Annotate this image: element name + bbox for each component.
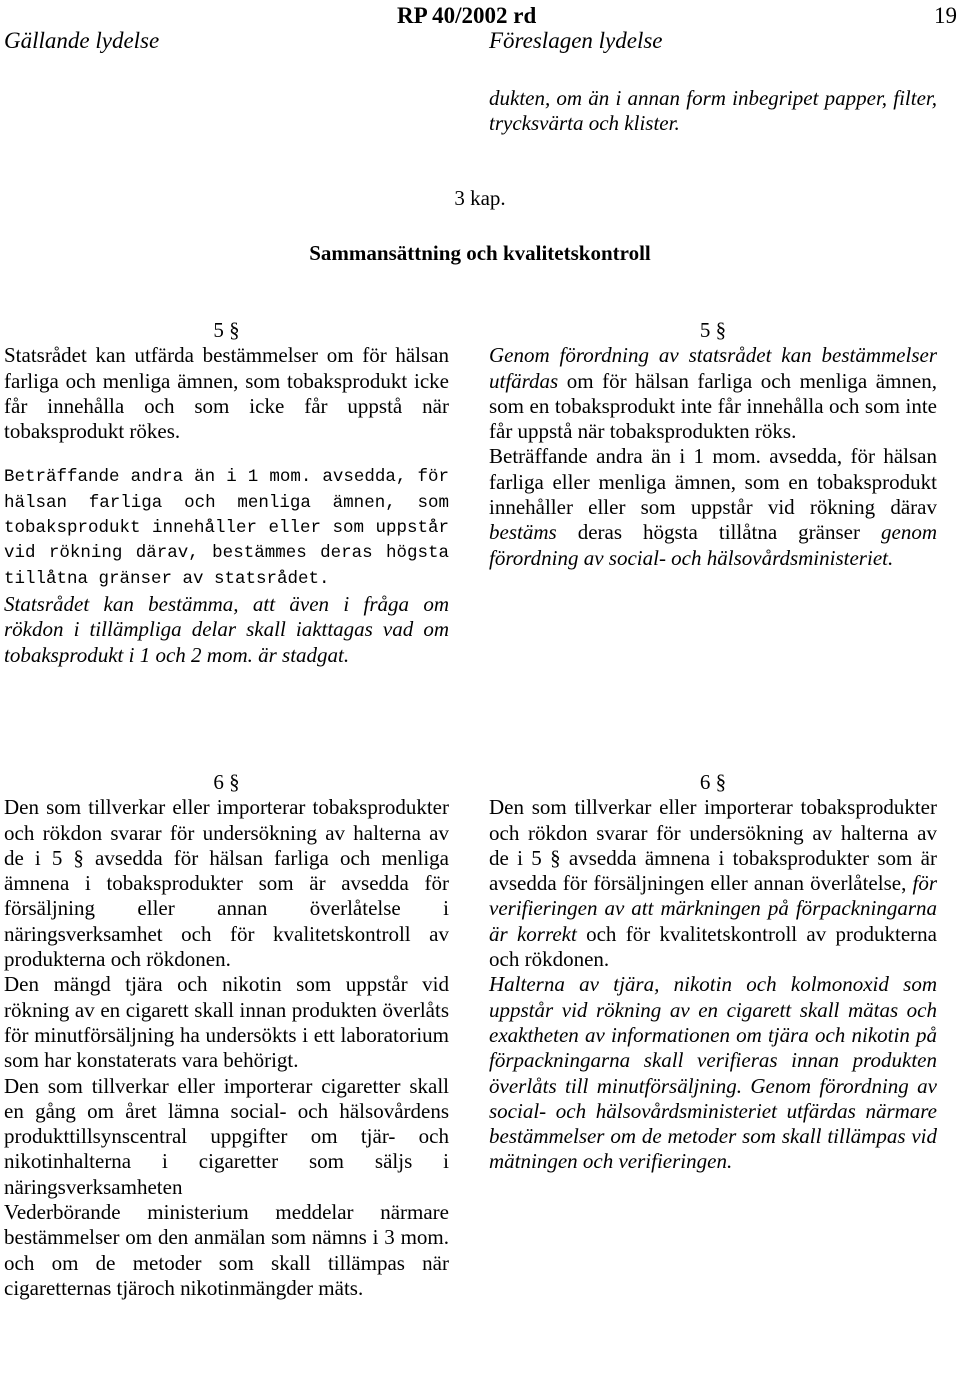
paragraph: Den som tillverkar eller importerar cigaretter skall en gång om året lämna social- och hälsovårdens produkttillsynscentral uppgifter om tjär- och nikotinhalterna i cigaretter som säljs i näringsverksamheten [4, 1073, 449, 1199]
continuation-text: dukten, om än i annan form inbegripet papper, filter, trycksvärta och klister. [489, 86, 937, 136]
text: och för kvalitetskontroll av produkterna och rökdonen. [489, 921, 937, 972]
text: om för hälsan farliga och menliga ämnen, som en tobaksprodukt inte får innehålla och som inte får uppstå när tobaksprodukten röks. [489, 368, 937, 444]
chapter-number: 3 kap. [454, 186, 506, 210]
paragraph: Vederbörande ministerium meddelar närmare bestämmelser om den anmälan som nämns i 3 mom. och om de metoder som skall tillämpas när cigaretternas tjäroch nikotinmängder mäts. [4, 1200, 449, 1300]
italic-text: genom förordning av social- och hälsovårdsministeriet. [489, 520, 937, 570]
paragraph: Beträffande andra än i 1 mom. avsedda, för hälsan farliga och menliga ämnen, som tobaksprodukt innehåller eller som uppstår vid rökning därav, bestämmes deras högsta tillåtna gränser av statsrådet. [4, 467, 449, 589]
italic-text: bestäms [489, 520, 557, 545]
section-heading: 6 § [699, 770, 727, 794]
section-heading: 5 § [699, 318, 727, 342]
text: deras högsta tillåtna gränser [556, 520, 881, 545]
paragraph: Halterna av tjära, nikotin och kolmonoxid som uppstår vid rökning av en cigarett skall mätas och exaktheten av informationen om tjära och nikotin på förpackningarna skall verifieras innan produkten överlåts till minutförsäljning. Genom förordning av social- och hälsovårdsministeriet utfärdas närmare bestämmelser om de metoder som skall tillämpas vid mätningen och verifieringen. [489, 972, 937, 1174]
section-heading: 6 § [213, 770, 240, 794]
paragraph: Statsrådet kan bestämma, att även i fråga om rökdon i tillämpliga delar skall iakttagas vad om tobaksprodukt i 1 och 2 mom. är stadgat. [4, 591, 449, 667]
chapter-title: Sammansättning och kvalitetskontroll [309, 241, 651, 265]
section-6-current [4, 770, 449, 1301]
text: Den som tillverkar eller importerar tobaksprodukter och rökdon svarar för undersökning av halterna av de i 5 § avsedda ämnena i tobaksprodukter som är avsedda för försäljningen eller annan överlåtelse, [489, 795, 937, 896]
text: Beträffande andra än i 1 mom. avsedda, för hälsan farliga eller menliga ämnen, som en tobaksprodukt innehåller eller som uppstår vid rökning därav [489, 444, 937, 520]
page-number: 19 [934, 3, 957, 28]
section-heading: 5 § [213, 318, 240, 342]
document-id: RP 40/2002 rd [397, 3, 537, 28]
italic-text: för verifieringen av att märkningen på förpackningarna är korrekt [489, 871, 937, 946]
section-6-proposed [489, 770, 937, 1175]
proposed-law-label: Föreslagen lydelse [489, 28, 663, 53]
section-5-current [4, 318, 449, 668]
paragraph: Den mängd tjära och nikotin som uppstår vid rökning av en cigarett skall innan produkten överlåts för minutförsäljning ha undersökts i ett laboratorium som har konstaterats vara behörigt. [4, 972, 449, 1073]
paragraph: Den som tillverkar eller importerar tobaksprodukter och rökdon svarar för undersökning av halterna av de i 5 § avsedda för hälsan farliga och menliga ämnena i tobaksprodukter som är avsedda för försäljning eller annan överlåtelse i näringsverksamhet och för kvalitetskontroll av produkterna och rökdonen. [4, 795, 449, 972]
paragraph [489, 444, 937, 570]
current-law-label: Gällande lydelse [4, 28, 160, 53]
section-5-proposed [489, 318, 937, 571]
paragraph: Statsrådet kan utfärda bestämmelser om för hälsan farliga och menliga ämnen, som tobaksprodukt icke får innehålla och som icke får uppstå när tobaksprodukt rökes. [4, 343, 449, 444]
paragraph [489, 343, 937, 444]
italic-text: Genom förordning av statsrådet kan bestämmelser utfärdas [489, 343, 937, 393]
paragraph [489, 795, 937, 972]
